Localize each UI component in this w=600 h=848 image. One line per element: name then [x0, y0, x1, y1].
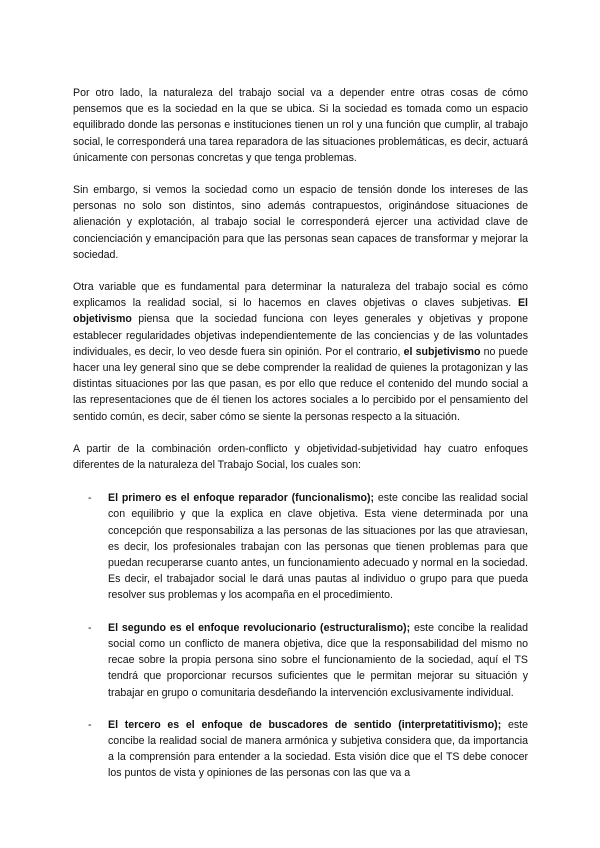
term-subjetivismo: el subjetivismo: [403, 345, 481, 358]
approach-text: este concibe la realidad social como un conflicto de manera objetiva, dice que la responsabilidad del mismo no recae sobre la propia persona sino sobre el funcionamiento de la sociedad, aquí el TS tendrá que proporcionar recursos suficientes que le permitan mejorar su situación y trabajar en grupo o comunitaria desdeñando la intervención exclusivamente individual.: [108, 621, 528, 699]
list-dash: -: [88, 718, 92, 731]
paragraph-nature: Por otro lado, la naturaleza del trabajo social va a depender entre otras cosas de cómo pensemos que es la sociedad en la que se ubica. Si la sociedad es tomada como un espacio equilibrado donde las personas e instituciones tienen un rol y una función que cumplir, al trabajo social, le corresponderá una tarea reparadora de las situaciones problemáticas, es decir, actuará únicamente con personas concretas y que tenga problemas.: [73, 87, 528, 164]
approach-text: este concibe la realidad social de manera armónica y subjetiva considera que, da importancia a la comprensión para entender a la sociedad. Esta visión dice que el TS debe conocer los puntos de vista y opiniones de las personas con las que va a: [108, 718, 528, 780]
approach-item-reparador: [73, 490, 528, 603]
paragraph-variable: [73, 279, 528, 425]
document-body: [73, 85, 528, 798]
approach-title: El primero es el enfoque reparador (funcionalismo);: [108, 492, 375, 505]
list-dash: -: [88, 621, 92, 634]
approach-item-buscadores: [73, 717, 528, 782]
approach-title: El tercero es el enfoque de buscadores de sentido (interpretatitivismo);: [108, 718, 502, 731]
approach-title: El segundo es el enfoque revolucionario (estructuralismo);: [108, 621, 411, 634]
paragraph-combination: A partir de la combinación orden-conflicto y objetividad-subjetividad hay cuatro enfoques diferentes de la naturaleza del Trabajo Social, los cuales son:: [73, 442, 528, 472]
variable-text-2: no puede hacer una ley general sino que se debe comprender la realidad de quienes la protagonizan y las distintas situaciones por las que pasan, es por ello que reduce el contenido del mundo social a las representaciones que de él tienen los actores sociales a lo percibido por el pensamiento del sentido común, es decir, saber cómo se siente la personas respecto a la situación.: [73, 345, 528, 423]
approach-list: [73, 490, 528, 781]
approach-item-revolucionario: [73, 620, 528, 701]
list-dash: -: [88, 492, 92, 505]
paragraph-tension: Sin embargo, si vemos la sociedad como un espacio de tensión donde los intereses de las personas no solo son distintos, sino además contrapuestos, originándose situaciones de alienación y explotación, al trabajo social le corresponderá ejercer una actividad clave de concienciación y emancipación para que las personas sean capaces de transformar y mejorar la sociedad.: [73, 184, 528, 261]
variable-text-1: piensa que la sociedad funciona con leyes generales y objetivas y propone establecer regularidades objetivas independientemente de las conciencias y de las voluntades individuales, es decir, lo veo desde fuera sin opinión. Por el contrario,: [73, 313, 528, 358]
approach-text: este concibe las realidad social con equilibrio y que la explica en clave objetiva. Esta viene determinada por una concepción que responsabiliza a las personas de las situaciones por las que atraviesan, es decir, los profesionales trabajan con las personas que tienen problemas para que puedan recuperarse cuanto antes, un funcionamiento adecuado y normal en la sociedad. Es decir, el trabajador social le dará unas pautas al individuo o grupo para que pueda resolver sus problemas y los acompaña en el procedimiento.: [108, 492, 529, 602]
term-objetivismo: El objetivismo: [73, 297, 528, 326]
variable-intro: Otra variable que es fundamental para determinar la naturaleza del trabajo social es cómo explicamos la realidad social, si lo hacemos en claves objetivas o claves subjetivas.: [73, 281, 528, 310]
